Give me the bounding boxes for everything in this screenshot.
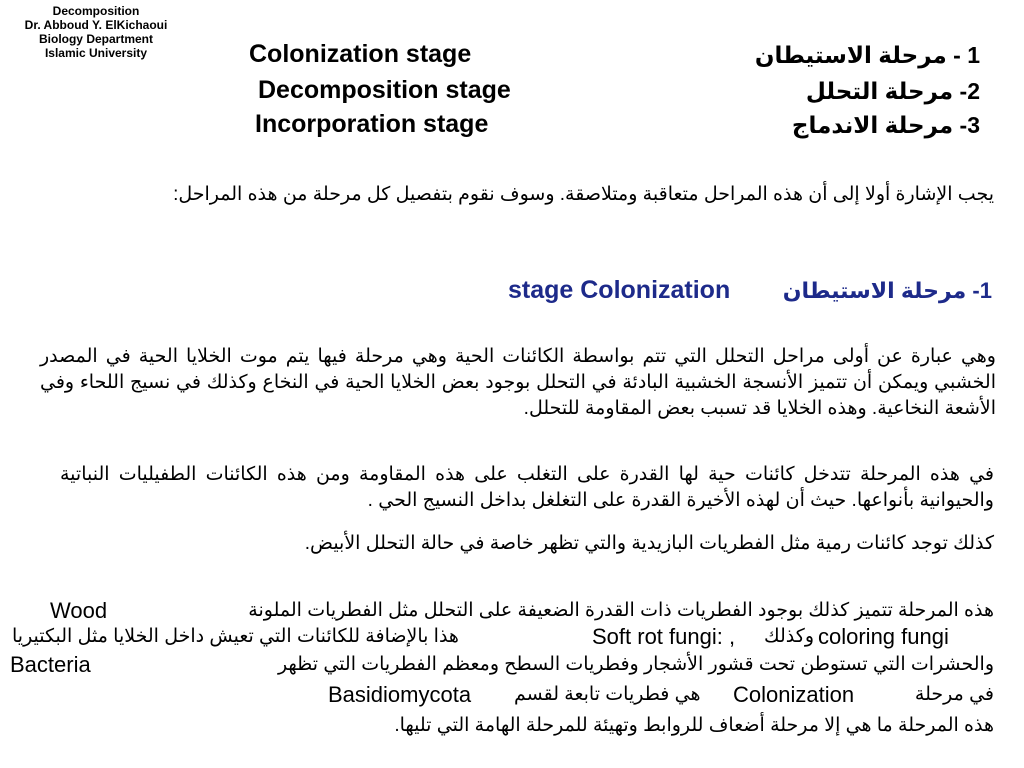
term-basidiomycota: Basidiomycota <box>328 682 472 707</box>
stage-ar-label: 3- مرحلة الاندماج <box>791 112 980 138</box>
paragraph-4-line-1: هذه المرحلة تتميز كذلك بوجود الفطريات ذات القدرة الضعيفة على التحلل مثل الفطريات الملونة <box>248 600 994 621</box>
course-title: Decomposition <box>52 4 140 18</box>
department-name: Biology Department <box>38 32 153 46</box>
section-heading <box>0 276 1024 310</box>
closing-paragraph: هذه المرحلة ما هي إلا مرحلة أضعاف للروابط وتهيئة للمرحلة الهامة التي تليها. <box>394 715 994 736</box>
intro-paragraph: يجب الإشارة أولا إلى أن هذه المراحل متعاقبة ومتلاصقة. وسوف نقوم بتفصيل كل مرحلة من هذه المراحل: <box>173 184 994 205</box>
stage-en-label: Decomposition stage <box>258 76 511 104</box>
term-soft-rot-fungi: Soft rot fungi: , <box>592 624 736 649</box>
author-name: Dr. Abboud Y. ElKichaoui <box>24 18 168 32</box>
paragraph-4-line-2: هذا بالإضافة للكائنات التي تعيش داخل الخلايا مثل البكتيريا <box>12 626 459 647</box>
stage-row-decomposition <box>0 76 1024 112</box>
stage-en-label: Incorporation stage <box>255 110 489 138</box>
university-name: Islamic University <box>44 46 148 60</box>
stage-row-incorporation <box>0 110 1024 146</box>
section-title-en: stage Colonization <box>508 276 731 304</box>
paragraph-1: وهي عبارة عن أولى مراحل التحلل التي تتم بواسطة الكائنات الحية وهي مرحلة فيها يتم موت الخلايا الحية في المصدر الخشبي ويمكن أن تتميز الأنسجة الخشبية البادئة في التحلل بوجود بعض الخلايا الحية في النخاع وكذلك في نسيج اللحاء وفي الأشعة النخاعية. وهذه الخلايا قد تسبب بعض المقاومة للتحلل. <box>40 346 996 419</box>
section-title-ar: 1- مرحلة الاستيطان <box>782 278 992 303</box>
paragraph-3: كذلك توجد كائنات رمية مثل الفطريات البازيدية والتي تظهر خاصة في حالة التحلل الأبيض. <box>304 533 994 554</box>
term-wood: Wood <box>50 598 108 623</box>
paragraph-4-line-4a: في مرحلة <box>914 684 994 705</box>
stage-row-colonization <box>0 40 1024 76</box>
stage-en-label: Colonization stage <box>249 40 472 68</box>
term-colonization: Colonization <box>733 682 855 707</box>
term-coloring-fungi: coloring fungi <box>818 624 949 649</box>
stage-ar-label: 2- مرحلة التحلل <box>805 78 980 104</box>
paragraph-2: في هذه المرحلة تتدخل كائنات حية لها القدرة على التغلب على هذه المقاومة ومن هذه الكائنات الطفيليات النباتية والحيوانية بأنواعها. حيث أن لهذه الأخيرة القدرة على التغلغل بداخل النسيج الحي . <box>60 464 994 511</box>
stage-ar-label: 1 - مرحلة الاستيطان <box>754 42 980 68</box>
term-bacteria: Bacteria <box>10 652 91 677</box>
paragraph-4-line-3: والحشرات التي تستوطن تحت قشور الأشجار وفطريات السطح ومعظم الفطريات التي تظهر <box>277 654 994 675</box>
paragraph-4-line-4b: هي فطريات تابعة لقسم <box>514 684 701 705</box>
term-and-also: وكذلك <box>764 626 814 647</box>
